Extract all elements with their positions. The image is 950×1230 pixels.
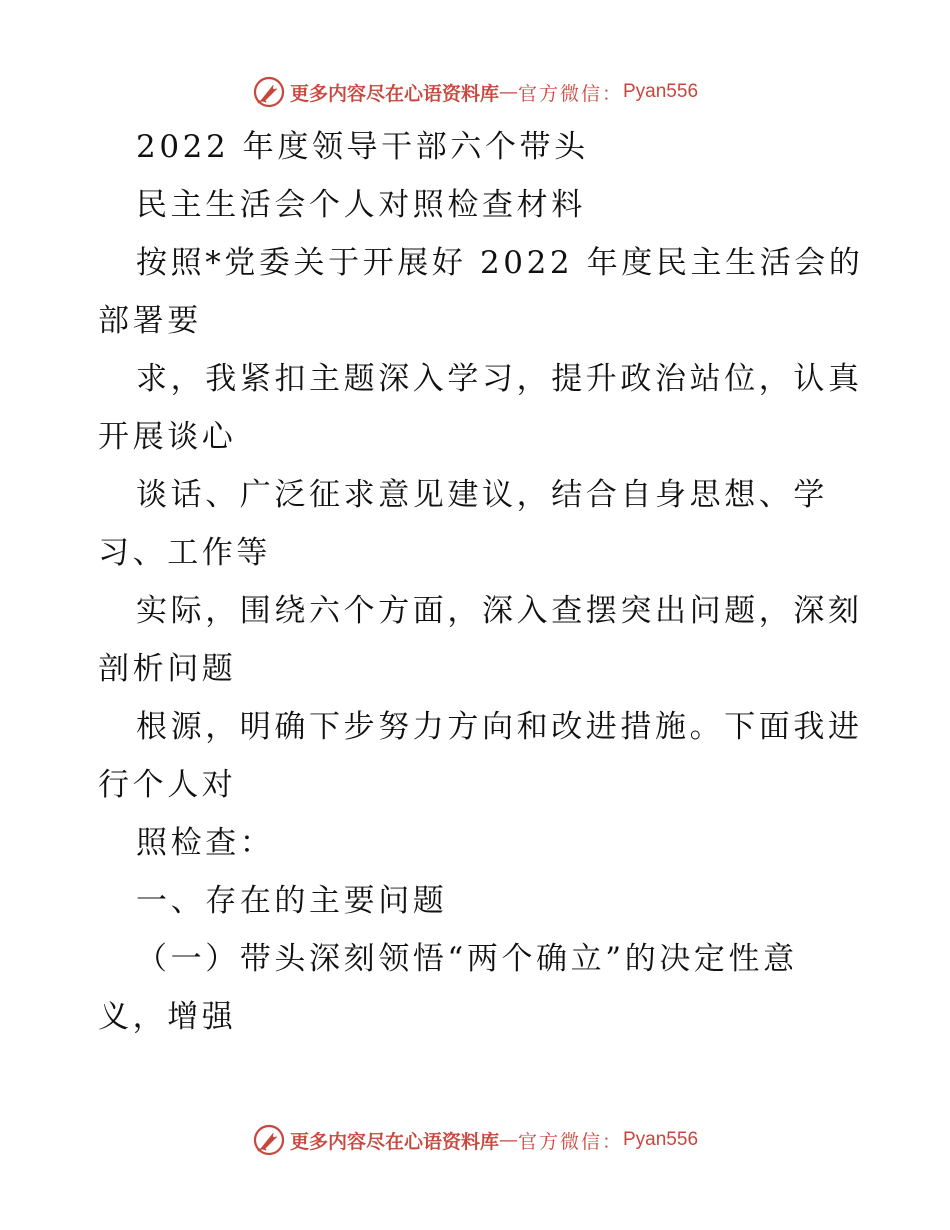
paragraph-line: 实际，围绕六个方面，深入查摆突出问题，深刻 [136,593,863,629]
paragraph-line: 照检查： [136,825,275,861]
header-watermark [0,72,950,112]
paragraph-line: 行个人对 [98,767,237,803]
title-line-1: 2022 年度领导干部六个带头 [136,129,589,165]
watermark-wechat-id: Pyan556 [623,81,699,102]
footer-watermark [0,1120,950,1160]
paragraph-line: 部署要 [98,303,202,339]
document-body [98,118,864,1046]
title-line-2: 民主生活会个人对照检查材料 [136,187,586,223]
watermark-dash: — [498,81,518,103]
paragraph-line: 习、工作等 [98,535,271,571]
paragraph-line: 开展谈心 [98,419,237,455]
watermark-label: 官方微信： [517,82,623,105]
pen-nib-icon [252,75,286,109]
paragraph-line: 谈话、广泛征求意见建议，结合自身思想、学 [136,477,828,513]
paragraph-line: 剖析问题 [98,651,237,687]
paragraph-line: 按照*党委关于开展好 2022 年度民主生活会的 [136,245,864,281]
watermark-label: 官方微信： [517,1130,623,1153]
watermark-brand: 更多内容尽在心语资料库 [289,1130,499,1153]
paragraph-line: 求，我紧扣主题深入学习，提升政治站位，认真 [136,361,863,397]
watermark-brand: 更多内容尽在心语资料库 [289,82,499,105]
pen-nib-icon [252,1123,286,1157]
subsection-heading: （一）带头深刻领悟“两个确立”的决定性意 [136,941,798,977]
watermark-wechat-id: Pyan556 [623,1129,699,1150]
paragraph-line: 根源，明确下步努力方向和改进措施。下面我进 [136,709,863,745]
paragraph-line: 义，增强 [98,999,237,1035]
watermark-dash: — [498,1129,518,1151]
section-heading: 一、存在的主要问题 [136,883,448,919]
